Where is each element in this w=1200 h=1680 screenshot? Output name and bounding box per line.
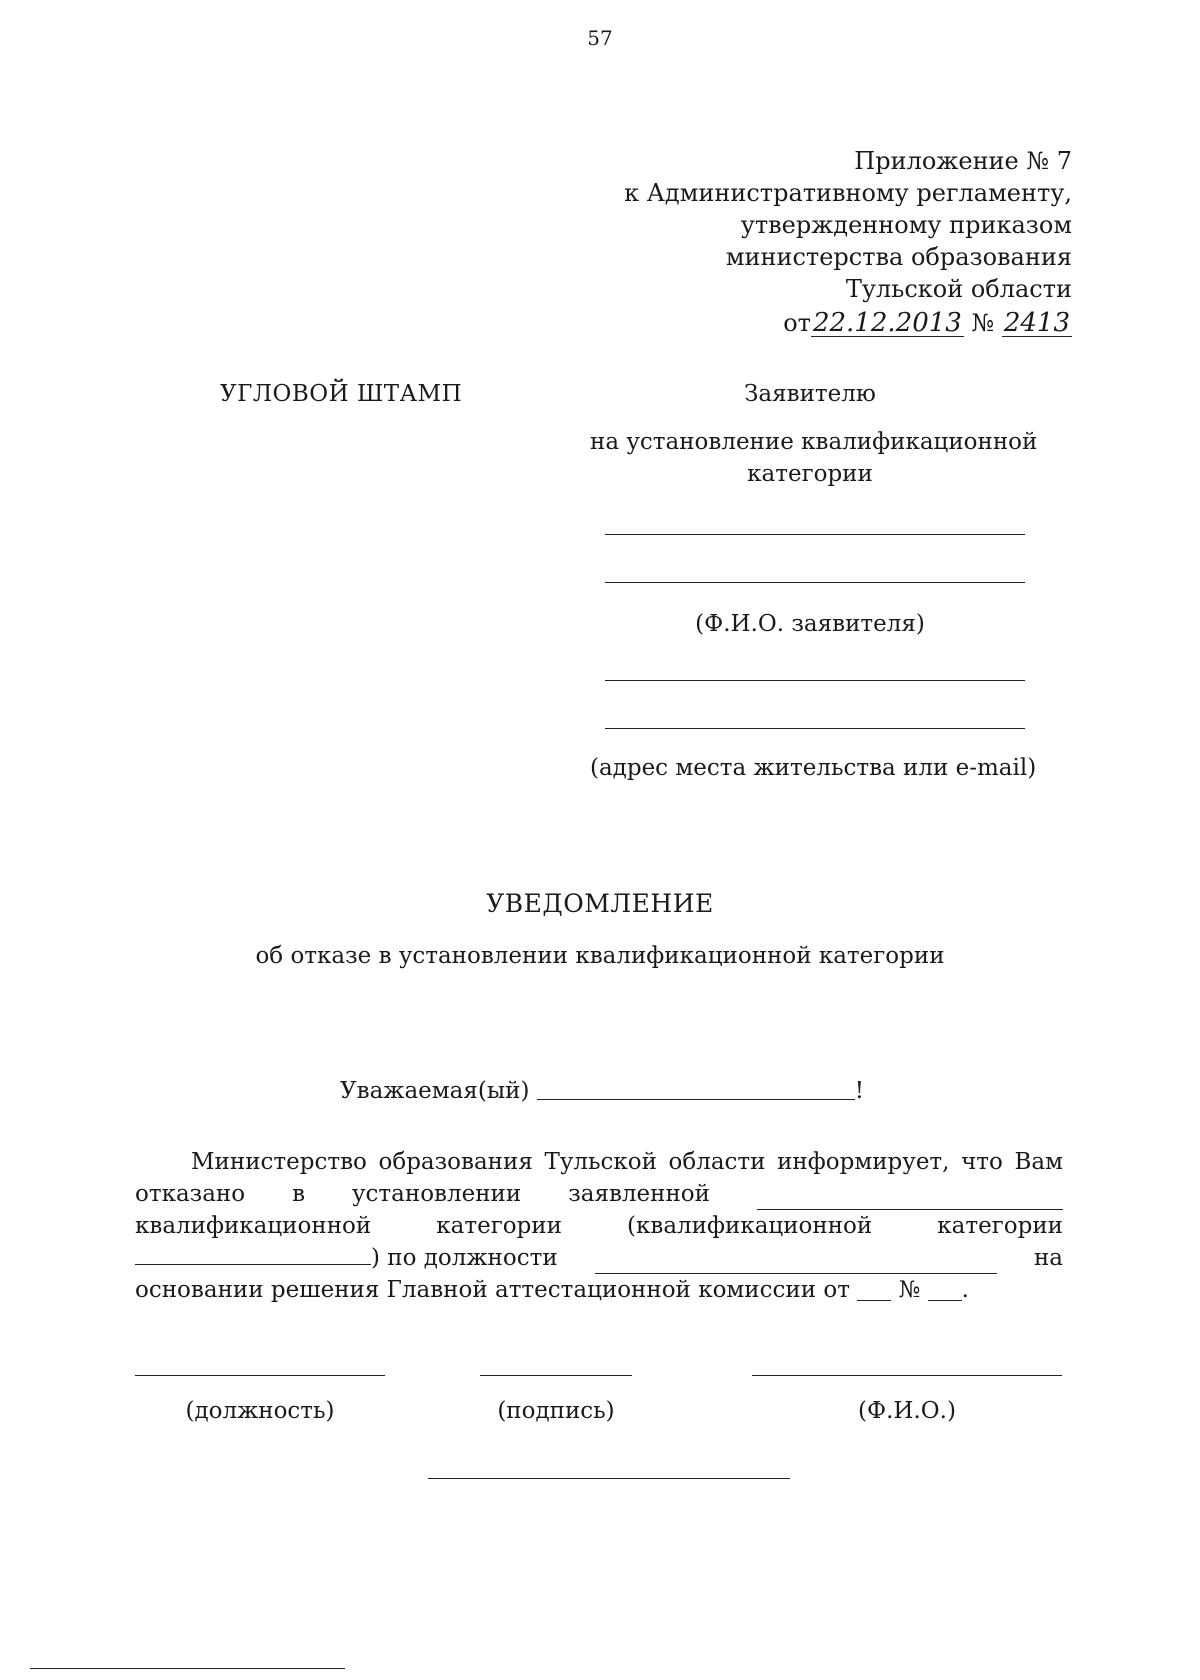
annex-date-number bbox=[624, 307, 1072, 339]
body-word: квалификационной bbox=[135, 1213, 372, 1239]
addressee-label: Заявителю bbox=[744, 381, 876, 407]
full-name-caption: (Ф.И.О.) bbox=[858, 1398, 956, 1424]
applicant-name-line-2 bbox=[605, 582, 1025, 583]
annex-line-region: Тульской области bbox=[845, 275, 1072, 303]
full-name-signature-line bbox=[752, 1375, 1062, 1376]
body-word: категории bbox=[436, 1213, 562, 1239]
body-line-4-left bbox=[135, 1240, 558, 1274]
document-title: УВЕДОМЛЕНИЕ bbox=[486, 889, 714, 918]
applicant-name-line-1 bbox=[605, 534, 1025, 535]
greeting-suffix: ! bbox=[854, 1078, 865, 1104]
body-line-4 bbox=[135, 1242, 1063, 1274]
body-word: отказано bbox=[135, 1181, 246, 1207]
annex-line-ministry: министерства образования bbox=[725, 243, 1072, 271]
position-blank bbox=[595, 1249, 997, 1274]
body-line-2 bbox=[135, 1178, 1063, 1210]
addressee-purpose-line1: на установление квалификационной bbox=[590, 429, 1038, 455]
annex-header bbox=[624, 145, 1072, 339]
applicant-name-caption: (Ф.И.О. заявителя) bbox=[695, 611, 925, 637]
body-word: заявленной bbox=[568, 1181, 710, 1207]
body-word: категории bbox=[937, 1213, 1063, 1239]
decision-number-blank bbox=[928, 1276, 962, 1301]
applicant-address-line-1 bbox=[605, 680, 1025, 681]
category-blank bbox=[135, 1240, 371, 1265]
applicant-address-caption: (адрес места жительства или e-mail) bbox=[590, 755, 1037, 781]
greeting bbox=[340, 1075, 864, 1107]
body-word: (квалификационной bbox=[627, 1213, 873, 1239]
signature-caption: (подпись) bbox=[497, 1398, 615, 1424]
commission-decision-text: основании решения Главной аттестационной комиссии от bbox=[135, 1277, 850, 1303]
decision-date-blank bbox=[857, 1276, 891, 1301]
document-subtitle: об отказе в установлении квалификационной категории bbox=[255, 943, 945, 969]
body-word: установлении bbox=[352, 1181, 522, 1207]
handwritten-number: 2413 bbox=[1003, 308, 1070, 338]
annex-title: Приложение № 7 bbox=[854, 147, 1072, 175]
notice-body bbox=[135, 1146, 1063, 1306]
bottom-separator-line bbox=[428, 1478, 790, 1479]
body-line-1 bbox=[135, 1146, 1063, 1178]
corner-stamp-label: УГЛОВОЙ ШТАМП bbox=[220, 381, 463, 407]
body-word: на bbox=[1033, 1245, 1063, 1271]
annex-line-regulation: к Административному регламенту, bbox=[624, 179, 1072, 207]
body-line-1-text: Министерство образования Тульской области информирует, что Вам bbox=[191, 1149, 1063, 1175]
by-position-text: ) по должности bbox=[371, 1245, 558, 1271]
number-prefix: № bbox=[971, 309, 995, 337]
body-line-5 bbox=[135, 1274, 1063, 1306]
number-sign: № bbox=[898, 1277, 921, 1303]
date-prefix: от bbox=[783, 309, 811, 337]
body-line-3 bbox=[135, 1210, 1063, 1242]
position-caption: (должность) bbox=[185, 1398, 335, 1424]
handwritten-date: 22.12.2013 bbox=[812, 308, 962, 338]
signature-line bbox=[480, 1375, 632, 1376]
page-number: 57 bbox=[587, 26, 613, 50]
footnote-separator-line bbox=[30, 1668, 345, 1669]
applicant-address-line-2 bbox=[605, 728, 1025, 729]
position-signature-line bbox=[135, 1375, 385, 1376]
recipient-name-blank bbox=[537, 1075, 855, 1100]
greeting-prefix: Уважаемая(ый) bbox=[340, 1078, 530, 1104]
addressee-purpose-line2: категории bbox=[747, 461, 873, 487]
body-word: в bbox=[292, 1181, 306, 1207]
annex-line-approved: утвержденному приказом bbox=[740, 211, 1072, 239]
declared-category-blank bbox=[757, 1185, 1063, 1210]
period: . bbox=[961, 1277, 969, 1303]
